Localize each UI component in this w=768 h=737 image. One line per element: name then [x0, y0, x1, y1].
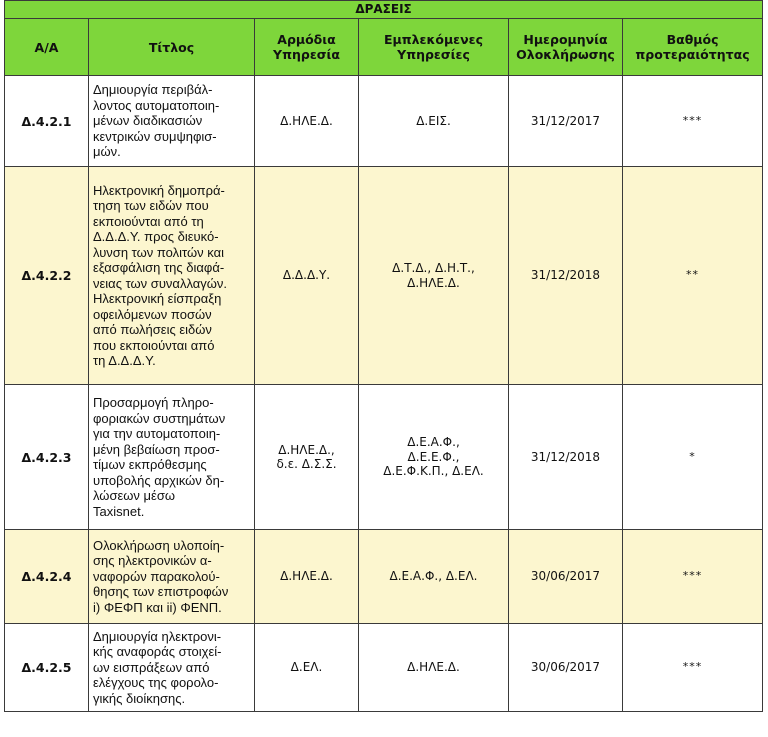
row-involved: Δ.Ε.Α.Φ., Δ.ΕΛ.: [359, 530, 509, 624]
row-involved: Δ.Ε.Α.Φ., Δ.Ε.Ε.Φ., Δ.Ε.Φ.Κ.Π., Δ.ΕΛ.: [359, 385, 509, 530]
row-title: Δημιουργία ηλεκτρονι- κής αναφοράς στοιχεί- ων εισπράξεων από ελέγχους της φορολο- γικής διοίκησης.: [89, 624, 255, 712]
header-title: Τίτλος: [89, 19, 255, 76]
table-row: [5, 385, 763, 530]
table-row: [5, 530, 763, 624]
row-title: Ηλεκτρονική δημοπρά- τηση των ειδών που εκποιούνται από τη Δ.Δ.Δ.Υ. προς διευκό- λυνση των πολιτών και εξασφάλιση της διαφά- νειας των συναλλαγών. Ηλεκτρονική είσπραξη οφειλόμενων ποσών από πωλήσεις ειδών που εκποιούνται από τη Δ.Δ.Δ.Υ.: [89, 167, 255, 385]
row-date: 30/06/2017: [509, 624, 623, 712]
row-priority: **: [623, 167, 763, 385]
header-completion-date: Ημερομηνία Ολοκλήρωσης: [509, 19, 623, 76]
row-responsible: Δ.ΗΛΕ.Δ.: [255, 76, 359, 167]
row-responsible: Δ.ΗΛΕ.Δ., δ.ε. Δ.Σ.Σ.: [255, 385, 359, 530]
row-code: Δ.4.2.1: [5, 76, 89, 167]
header-involved: Εμπλεκόμενες Υπηρεσίες: [359, 19, 509, 76]
row-priority: ***: [623, 530, 763, 624]
row-priority: ***: [623, 76, 763, 167]
row-responsible: Δ.ΕΛ.: [255, 624, 359, 712]
row-involved: Δ.ΕΙΣ.: [359, 76, 509, 167]
table-row: [5, 76, 763, 167]
row-code: Δ.4.2.4: [5, 530, 89, 624]
row-title: Προσαρμογή πληρο- φοριακών συστημάτων για την αυτοματοποιη- μένη βεβαίωση προσ- τίμων εκπρόθεσμης υποβολής αρχικών δη- λώσεων μέσω Taxisnet.: [89, 385, 255, 530]
header-aa: Α/Α: [5, 19, 89, 76]
table-row: [5, 624, 763, 712]
row-involved: Δ.Τ.Δ., Δ.Η.Τ., Δ.ΗΛΕ.Δ.: [359, 167, 509, 385]
row-title: Ολοκλήρωση υλοποίη- σης ηλεκτρονικών α- ναφορών παρακολού- θησης των επιστροφών i) ΦΕΦΠ και ii) ΦΕΝΠ.: [89, 530, 255, 624]
row-date: 31/12/2017: [509, 76, 623, 167]
actions-table: [4, 0, 763, 712]
row-responsible: Δ.Δ.Δ.Υ.: [255, 167, 359, 385]
row-date: 31/12/2018: [509, 385, 623, 530]
row-date: 30/06/2017: [509, 530, 623, 624]
row-code: Δ.4.2.5: [5, 624, 89, 712]
row-priority: *: [623, 385, 763, 530]
header-priority: Βαθμός προτεραιότητας: [623, 19, 763, 76]
row-title: Δημιουργία περιβάλ- λοντος αυτοματοποιη- μένων διαδικασιών κεντρικών συμψηφισ- μών.: [89, 76, 255, 167]
table-row: [5, 167, 763, 385]
row-code: Δ.4.2.3: [5, 385, 89, 530]
row-priority: ***: [623, 624, 763, 712]
table-caption: ΔΡΑΣΕΙΣ: [5, 1, 763, 19]
row-involved: Δ.ΗΛΕ.Δ.: [359, 624, 509, 712]
row-responsible: Δ.ΗΛΕ.Δ.: [255, 530, 359, 624]
header-responsible: Αρμόδια Υπηρεσία: [255, 19, 359, 76]
row-date: 31/12/2018: [509, 167, 623, 385]
row-code: Δ.4.2.2: [5, 167, 89, 385]
